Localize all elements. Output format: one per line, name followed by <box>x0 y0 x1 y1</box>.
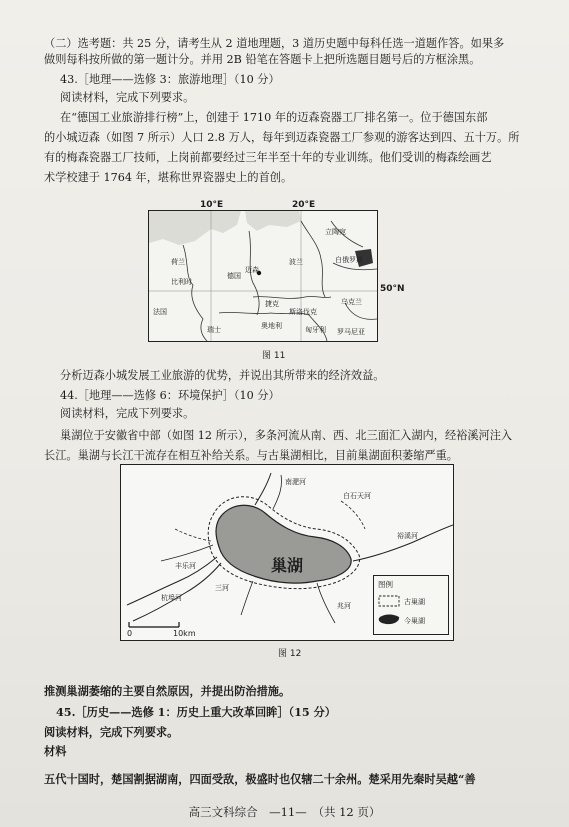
q45-instruction: 阅读材料，完成下列要求。 <box>44 725 179 739</box>
figure-12-caption: 图 12 <box>278 649 302 659</box>
q43-header: 43.［地理——选修 3：旅游地理］（10 分） <box>60 73 280 86</box>
section-note-line1: （二）选考题：共 25 分，请考生从 2 道地理题，3 道历史题中每科任选一道题作答。如果多 <box>44 37 505 50</box>
figure-11-caption: 图 11 <box>262 351 286 361</box>
longitude-20e: 20°E <box>292 200 316 210</box>
map-label-belgium: 比利时 <box>171 278 192 286</box>
q44-header: 44.［地理——选修 6：环境保护］（10 分） <box>60 389 280 402</box>
q44-para-line1: 巢湖位于安徽省中部（如图 12 所示），多条河流从南、西、北三面汇入湖内，经裕溪河注入 <box>60 429 513 442</box>
chaohu-map <box>120 464 454 641</box>
q45-material-label: 材料 <box>44 744 67 758</box>
page-footer: 高三文科综合 —11— （共 12 页） <box>188 805 381 819</box>
map-label-romania: 罗马尼亚 <box>337 328 365 336</box>
q44-para-line2: 长江。巢湖与长江干流存在相互补给关系。与古巢湖相比，目前巢湖面积萎缩严重。 <box>44 449 458 462</box>
map-label-netherlands: 荷兰 <box>171 258 185 266</box>
map-label-france: 法国 <box>153 308 167 316</box>
lake-label-chaohu: 巢湖 <box>271 556 304 575</box>
river-label-nanfei: 南淝河 <box>285 478 306 486</box>
legend-title: 图例 <box>378 580 393 589</box>
map-label-poland: 波兰 <box>289 258 303 266</box>
legend-present-lake: 今巢湖 <box>404 617 425 625</box>
longitude-10e: 10°E <box>200 200 224 210</box>
q44-question: 推测巢湖萎缩的主要自然原因，并提出防治措施。 <box>44 684 291 698</box>
q43-question: 分析迈森小城发展工业旅游的优势，并说出其所带来的经济效益。 <box>60 369 385 382</box>
map-legend <box>373 575 449 635</box>
map-label-meissen: 迈森 <box>245 266 259 274</box>
river-label-yuxi: 裕溪河 <box>397 532 418 540</box>
q43-para-line1: 在“德国工业旅游排行榜”上，创建于 1710 年的迈森瓷器工厂排名第一。位于德国东部 <box>60 111 488 124</box>
river-label-zhaohe: 兆河 <box>337 602 351 610</box>
map-label-czech: 捷克 <box>265 300 279 308</box>
map-label-switzerland: 瑞士 <box>207 326 221 334</box>
q43-para-line4: 术学校建于 1764 年，堪称世界瓷器史上的首创。 <box>44 171 293 184</box>
latitude-50n: 50°N <box>380 284 405 294</box>
europe-map <box>148 210 378 342</box>
q45-header: 45.［历史——选修 1：历史上重大改革回眸］（15 分） <box>56 705 336 719</box>
map-label-germany: 德国 <box>227 272 241 280</box>
river-label-sanhe: 三河 <box>215 584 229 592</box>
q45-material-text: 五代十国时，楚国割据湖南，四面受敌，极盛时也仅辖二十余州。楚采用先秦时吴越“善 <box>44 772 476 786</box>
q43-para-line3: 有的梅森瓷器工厂技师，上岗前都要经过三年半至十年的专业训练。他们受训的梅森绘画艺 <box>44 151 492 164</box>
q44-instruction: 阅读材料，完成下列要求。 <box>60 407 195 420</box>
map-label-belarus: 白俄罗斯 <box>335 256 363 264</box>
section-note-line2: 做则每科按所做的第一题计分。并用 2B 铅笔在答题卡上把所选题目题号后的方框涂黑。 <box>44 53 481 66</box>
map-label-hungary: 匈牙利 <box>305 326 326 334</box>
map-label-lithuania: 立陶宛 <box>325 228 346 236</box>
map-label-ukraine: 乌克兰 <box>341 298 362 306</box>
q43-instruction: 阅读材料，完成下列要求。 <box>60 91 195 104</box>
q43-para-line2: 的小城迈森（如图 7 所示）人口 2.8 万人，每年到迈森瓷器工厂参观的游客达到四、五十万。所 <box>44 131 520 144</box>
scale-zero: 0 <box>127 629 133 638</box>
map-label-slovakia: 斯洛伐克 <box>289 308 317 316</box>
river-label-fengle: 丰乐河 <box>175 562 196 570</box>
river-label-baishitian: 白石天河 <box>343 492 371 500</box>
river-label-hangbu: 杭埠河 <box>161 594 182 602</box>
map-label-austria: 奥地利 <box>261 322 282 330</box>
scale-10km: 10km <box>173 629 196 638</box>
legend-ancient-lake: 古巢湖 <box>404 598 425 606</box>
